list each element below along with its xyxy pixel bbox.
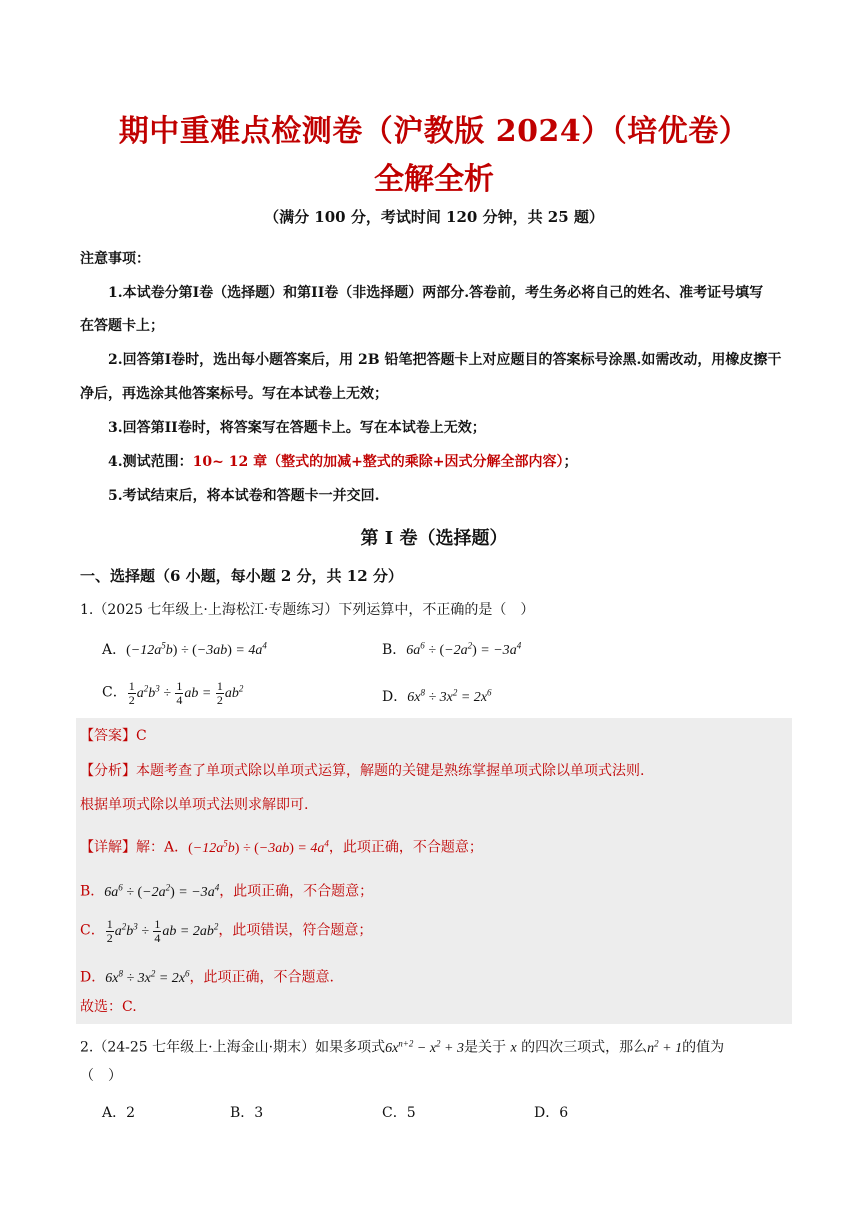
question-1-option-d: D．$6x^8 \div 3x^2 = 2x^6$: [382, 687, 492, 705]
question-2-option-c: C．5: [382, 1105, 416, 1121]
question-1-option-a: A．$(-12a^5b) \div (-3ab) = 4a^4$: [102, 640, 267, 658]
detail-formula-b: $6a^6 \div (-2a^2) = -3a^4$: [104, 882, 220, 900]
notes-heading: 注意事项：: [80, 251, 150, 267]
note-item-2: 2.回答第I卷时，选出每小题答案后，用 2B 铅笔把答题卡上对应题目的答案标号涂黑.如需改动，用橡皮擦干: [108, 352, 782, 368]
formula-a: $(-12a^5b) \div (-3ab) = 4a^4$: [126, 640, 267, 658]
answer-line: 【答案】C: [80, 728, 147, 744]
detail-line-d: D．$6x^8 \div 3x^2 = 2x^6$，此项正确，不合题意.: [80, 968, 334, 986]
question-1-option-c: C． $\frac{1}{2}$ $a^2b^3$ ÷ $\frac{1}{4}$ ab = $\frac{1}{2}$ $ab^2$: [102, 679, 244, 707]
detail-line-c: C． $\frac{1}{2}$ $a^2b^3$ ÷ $\frac{1}{4}$ ab = $2ab^2$，此项错误，符合题意；: [80, 916, 373, 945]
document-title: 期中重难点检测卷（沪教版 2024）（培优卷）: [118, 114, 750, 149]
test-range: 10~ 12 章（整式的加减+整式的乘除+因式分解全部内容）: [192, 454, 564, 470]
note-item-1-cont: 在答题卡上；: [80, 318, 164, 334]
question-2-stem: 2.（24-25 七年级上·上海金山·期末）如果多项式$6x^{n+2} - x^2 + 3$是关于 x 的四次三项式，那么$n^2 + 1$的值为: [80, 1038, 725, 1056]
conclusion-line: 故选：C.: [80, 999, 137, 1015]
detail-line-b: B．$6a^6 \div (-2a^2) = -3a^4$，此项正确，不合题意；: [80, 882, 374, 900]
exam-subtitle: （满分 100 分，考试时间 120 分钟，共 25 题）: [264, 208, 604, 226]
note-item-2-cont: 净后，再选涂其他答案标号。写在本试卷上无效；: [80, 386, 388, 402]
note-item-1: 1.本试卷分第I卷（选择题）和第II卷（非选择题）两部分.答卷前，考生务必将自己的姓名、准考证号填写: [108, 285, 764, 301]
q2-polynomial: $6x^{n+2} - x^2 + 3$: [385, 1038, 464, 1056]
question-2-option-d: D．6: [534, 1105, 569, 1121]
document-title-line2: 全解全析: [374, 162, 494, 197]
q2-expression: $n^2 + 1$: [647, 1038, 683, 1056]
question-2-paren: （ ）: [80, 1068, 122, 1084]
formula-c: $\frac{1}{2}$ $a^2b^3$ ÷ $\frac{1}{4}$ ab = $\frac{1}{2}$ $ab^2$: [128, 679, 244, 707]
section-title: 第 I 卷（选择题）: [360, 528, 508, 549]
analysis-line: 【分析】本题考查了单项式除以单项式运算，解题的关键是熟练掌握单项式除以单项式法则.: [80, 763, 645, 779]
detail-line-a: 【详解】解：A．$(-12a^5b) \div (-3ab) = 4a^4$，此项正确，不合题意；: [80, 838, 483, 856]
question-2-option-a: A．2: [102, 1105, 136, 1121]
note-item-4: 4.测试范围：10~ 12 章（整式的加减+整式的乘除+因式分解全部内容）；: [108, 454, 578, 470]
note-item-3: 3.回答第II卷时，将答案写在答题卡上。写在本试卷上无效；: [108, 420, 486, 436]
analysis-line-2: 根据单项式除以单项式法则求解即可.: [80, 797, 309, 813]
question-2-option-b: B．3: [230, 1105, 264, 1121]
part-heading: 一、选择题（6 小题，每小题 2 分，共 12 分）: [80, 567, 403, 585]
formula-d: $6x^8 \div 3x^2 = 2x^6$: [407, 687, 492, 705]
question-1-stem: 1.（2025 七年级上·上海松江·专题练习）下列运算中，不正确的是（ ）: [80, 602, 535, 618]
detail-formula-a: $(-12a^5b) \div (-3ab) = 4a^4$: [188, 838, 329, 856]
formula-b: $6a^6 \div (-2a^2) = -3a^4$: [406, 640, 522, 658]
detail-formula-c: $\frac{1}{2}$ $a^2b^3$ ÷ $\frac{1}{4}$ ab = $2ab^2$: [106, 916, 219, 945]
detail-formula-d: $6x^8 \div 3x^2 = 2x^6$: [105, 968, 190, 986]
question-1-option-b: B．$6a^6 \div (-2a^2) = -3a^4$: [382, 640, 522, 658]
note-item-5: 5.考试结束后，将本试卷和答题卡一并交回.: [108, 488, 380, 504]
